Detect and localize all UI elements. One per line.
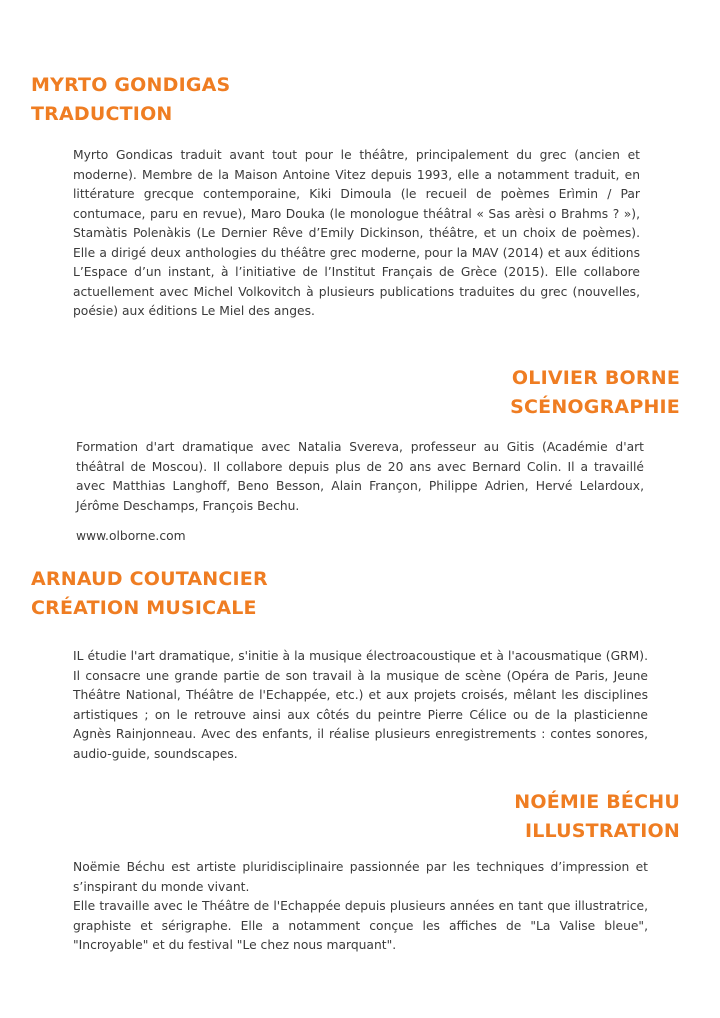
heading-noemie-bechu	[514, 788, 680, 846]
person-role: CRÉATION MUSICALE	[31, 597, 257, 619]
person-name: MYRTO GONDIGAS	[31, 74, 231, 96]
bio-arnaud-coutancier: IL étudie l'art dramatique, s'initie à la musique électroacoustique et à l'acousmatique (GRM). Il consacre une grande partie de son travail à la musique de scène (Opéra de Paris, Jeune Théâtre National, Théâtre de l'Echappée, etc.) et aux projets croisés, mêlant les disciplines artistiques ; on le retrouve ainsi aux côtés du peintre Pierre Célice ou de la plasticienne Agnès Rainjonneau. Avec des enfants, il réalise plusieurs enregistrements : contes sonores, audio-guide, soundscapes.	[73, 649, 648, 761]
bio-noemie-bechu: Noëmie Béchu est artiste pluridisciplinaire passionnée par les techniques d’impression et s’inspirant du monde vivant.	[73, 860, 648, 894]
heading-arnaud-coutancier	[31, 565, 268, 623]
person-name: NOÉMIE BÉCHU	[514, 791, 680, 813]
bio-noemie-bechu-continued: Elle travaille avec le Théâtre de l'Echappée depuis plusieurs années en tant que illustratrice, graphiste et sérigraphe. Elle a notamment conçue les affiches de "La Valise bleue", "Incroyable" et du festival "Le chez nous marquant".	[73, 899, 648, 952]
heading-myrto-gondigas	[31, 71, 230, 129]
person-role: ILLUSTRATION	[524, 820, 680, 842]
heading-olivier-borne	[510, 364, 680, 422]
person-name: OLIVIER BORNE	[511, 367, 680, 389]
bio-olivier-borne: Formation d'art dramatique avec Natalia Svereva, professeur au Gitis (Académie d'art théâtral de Moscou). Il collabore depuis plus de 20 ans avec Bernard Colin. Il a travaillé avec Matthias Langhoff, Beno Besson, Alain Françon, Philippe Adrien, Hervé Lelardoux, Jérôme Deschamps, François Bechu.	[76, 440, 644, 513]
person-role: SCÉNOGRAPHIE	[510, 396, 680, 418]
person-role: TRADUCTION	[31, 103, 173, 125]
bio-myrto-gondigas: Myrto Gondicas traduit avant tout pour le théâtre, principalement du grec (ancien et moderne). Membre de la Maison Antoine Vitez depuis 1993, elle a notamment traduit, en littérature grecque contemporaine, Kiki Dimoula (le recueil de poèmes Erìmin / Par contumace, paru en revue), Maro Douka (le monologue théâtral « Sas arèsi o Brahms ? »), Stamàtis Polenàkis (Le Dernier Rêve d’Emily Dickinson, théâtre, et un choix de poèmes). Elle a dirigé deux anthologies du théâtre grec moderne, pour la MAV (2014) et aux éditions L’Espace d’un instant, à l’initiative de l’Institut Français de Grèce (2015). Elle collabore actuellement avec Michel Volkovitch à plusieurs publications traduites du grec (nouvelles, poésie) aux éditions Le Miel des anges.	[73, 148, 640, 318]
website-olivier-borne: www.olborne.com	[76, 529, 186, 543]
person-name: ARNAUD COUTANCIER	[31, 568, 268, 590]
